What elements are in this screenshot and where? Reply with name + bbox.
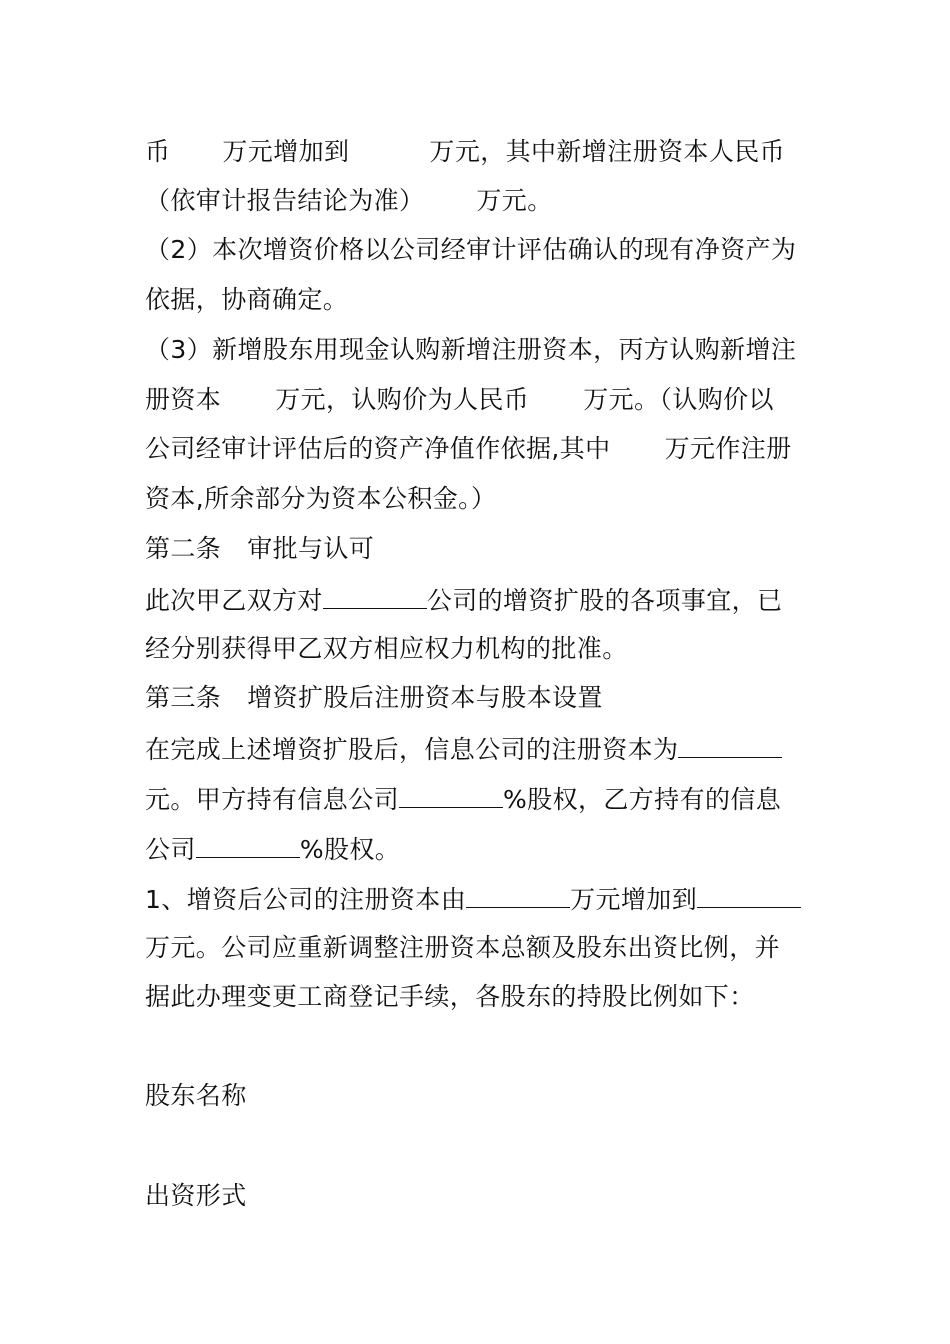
text-segment: 1、增资后公司的注册资本由: [145, 885, 467, 914]
text-segment: 万元增加到: [222, 137, 350, 166]
text-line: [145, 781, 810, 815]
fill-blank: [323, 582, 427, 609]
text-segment: 币: [145, 137, 171, 166]
article-number: 第二条: [145, 534, 222, 563]
text-line: 万元。公司应重新调整注册资本总额及股东出资比例，并: [145, 933, 781, 962]
text-segment: 公司经审计评估后的资产净值作依据,其中: [145, 434, 611, 463]
text-line: [145, 582, 810, 616]
text-line: [145, 831, 810, 865]
text-line: [145, 731, 810, 765]
fill-blank: [196, 831, 300, 858]
text-segment: 万元。: [476, 186, 553, 215]
text-line: 据此办理变更工商登记手续，各股东的持股比例如下：: [145, 982, 755, 1011]
text-line: [145, 135, 810, 169]
fill-blank: [697, 881, 801, 908]
text-line: 资本,所余部分为资本公积金。）: [145, 484, 497, 513]
article-heading: [145, 681, 810, 715]
fill-blank: [399, 781, 503, 808]
fill-blank: [678, 731, 782, 758]
article-number: 第三条: [145, 683, 222, 712]
text-segment: 册资本: [145, 385, 222, 414]
text-segment: 此次甲乙双方对: [145, 586, 323, 615]
text-segment: 万元增加到: [570, 885, 698, 914]
text-segment: 万元。（认购价以: [583, 385, 774, 414]
text-line: [145, 432, 810, 466]
text-segment: 万元，其中新增注册资本人民币: [429, 137, 786, 166]
text-line: 依据，协商确定。: [145, 285, 349, 314]
text-segment: 公司的增资扩股的各项事宜，已: [426, 586, 783, 615]
article-heading: [145, 532, 810, 566]
text-segment: %股权。: [299, 835, 401, 864]
table-cell-contribution-form: 出资形式: [145, 1181, 247, 1210]
text-line: （3）新增股东用现金认购新增注册资本，丙方认购新增注: [145, 335, 797, 364]
text-segment: 万元作注册: [664, 434, 792, 463]
text-line: （2）本次增资价格以公司经审计评估确认的现有净资产为: [145, 235, 797, 264]
article-title: 审批与认可: [247, 534, 375, 563]
text-segment: （依审计报告结论为准）: [145, 186, 425, 215]
text-segment: %股权，乙方持有的信息: [503, 785, 782, 814]
text-segment: 万元，认购价为人民币: [275, 385, 530, 414]
text-line: [145, 184, 810, 218]
text-line: 经分别获得甲乙双方相应权力机构的批准。: [145, 634, 628, 663]
fill-blank: [466, 881, 570, 908]
text-line: [145, 383, 810, 417]
text-segment: 公司: [145, 835, 196, 864]
article-title: 增资扩股后注册资本与股本设置: [247, 683, 603, 712]
text-segment: 元。甲方持有信息公司: [145, 785, 400, 814]
text-line: [145, 881, 810, 915]
text-segment: 在完成上述增资扩股后，信息公司的注册资本为: [145, 735, 679, 764]
table-cell-shareholder-name: 股东名称: [145, 1081, 247, 1110]
